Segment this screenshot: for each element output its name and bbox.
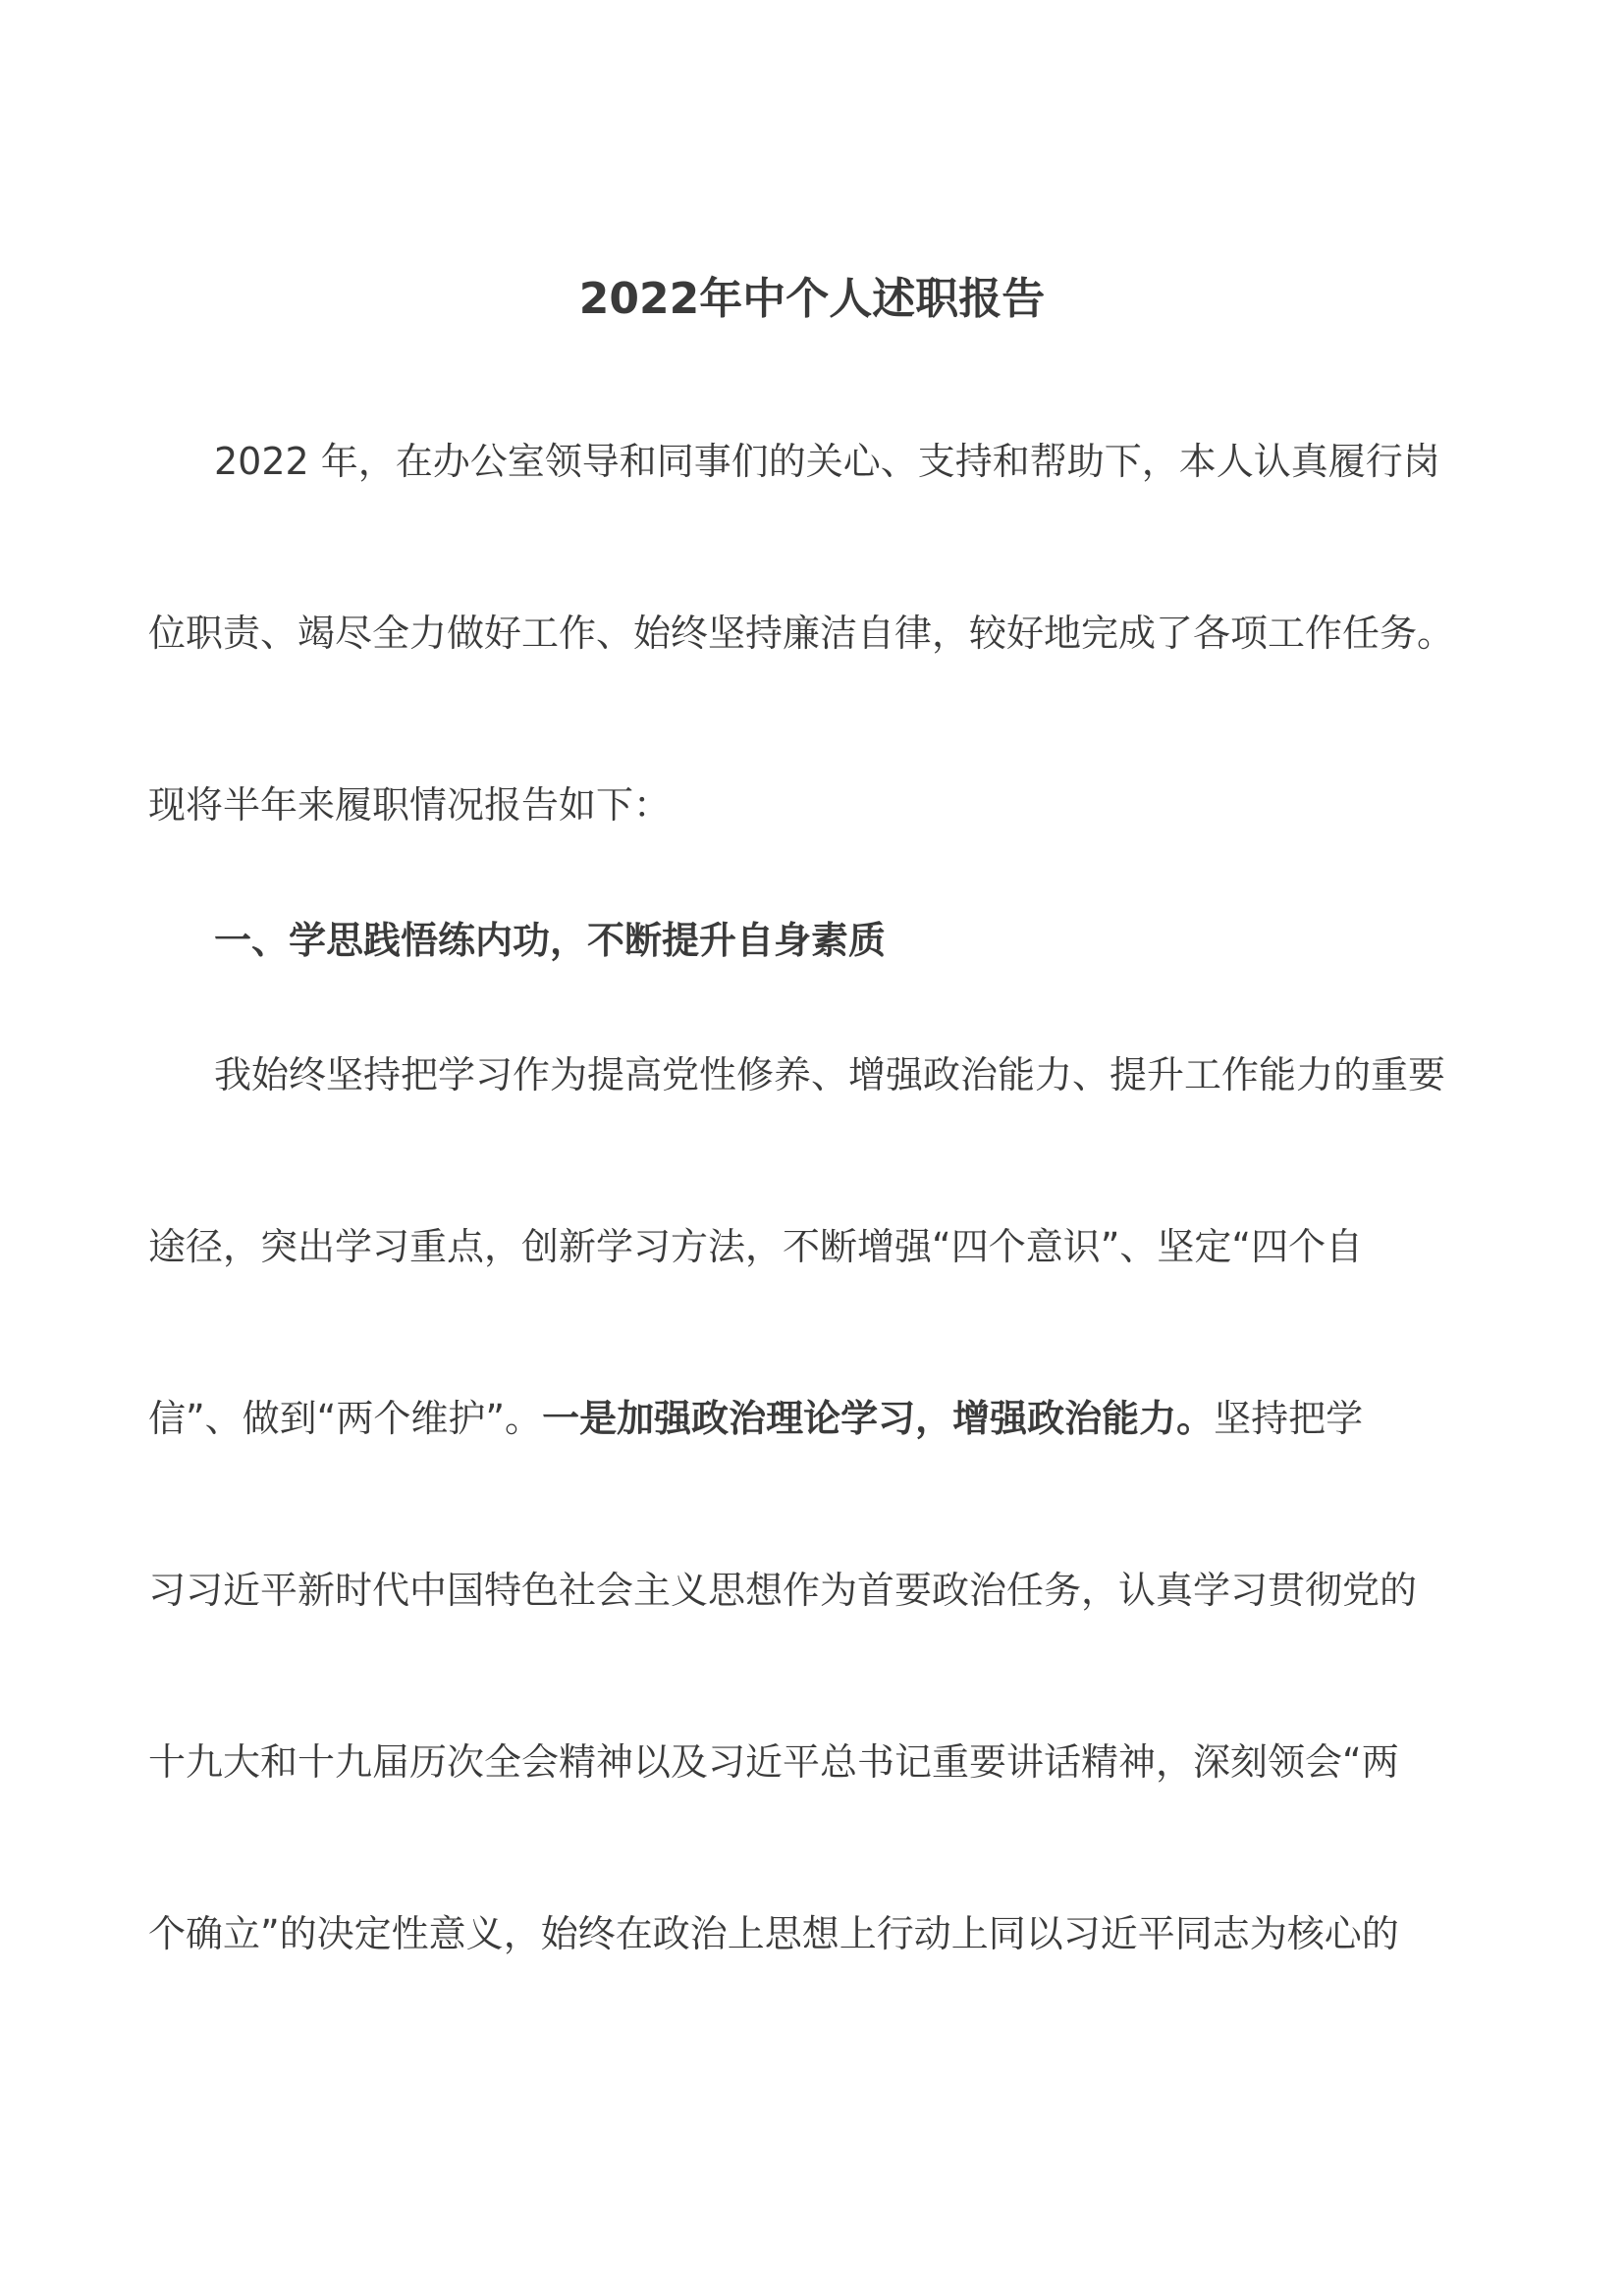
paragraph-line: 十九大和十九届历次全会精神以及习近平总书记重要讲话精神，深刻领会“两 [148, 1740, 1399, 1784]
paragraph-line: 2022 年，在办公室领导和同事们的关心、支持和帮助下，本人认真履行岗 [214, 440, 1440, 483]
page-title: 2022年中个人述职报告 [578, 274, 1046, 324]
emphasis-text: 一是加强政治理论学习，增强政治能力。 [542, 1397, 1215, 1440]
paragraph-line: 现将半年来履职情况报告如下： [148, 783, 672, 827]
line-suffix: 坚持把学 [1214, 1397, 1364, 1440]
paragraph-line: 个确立”的决定性意义，始终在政治上思想上行动上同以习近平同志为核心的 [148, 1912, 1399, 1955]
line-prefix: 信”、做到“两个维护”。 [148, 1397, 543, 1440]
paragraph-line: 我始终坚持把学习作为提高党性修养、增强政治能力、提升工作能力的重要 [214, 1053, 1446, 1096]
section-heading: 一、学思践悟练内功，不断提升自身素质 [214, 919, 887, 962]
paragraph-line-mixed [148, 1389, 1363, 1448]
paragraph-line: 位职责、竭尽全力做好工作、始终坚持廉洁自律，较好地完成了各项工作任务。 [148, 612, 1455, 655]
paragraph-line: 习习近平新时代中国特色社会主义思想作为首要政治任务，认真学习贯彻党的 [148, 1569, 1418, 1612]
paragraph-line: 途径，突出学习重点，创新学习方法，不断增强“四个意识”、坚定“四个自 [148, 1225, 1364, 1268]
